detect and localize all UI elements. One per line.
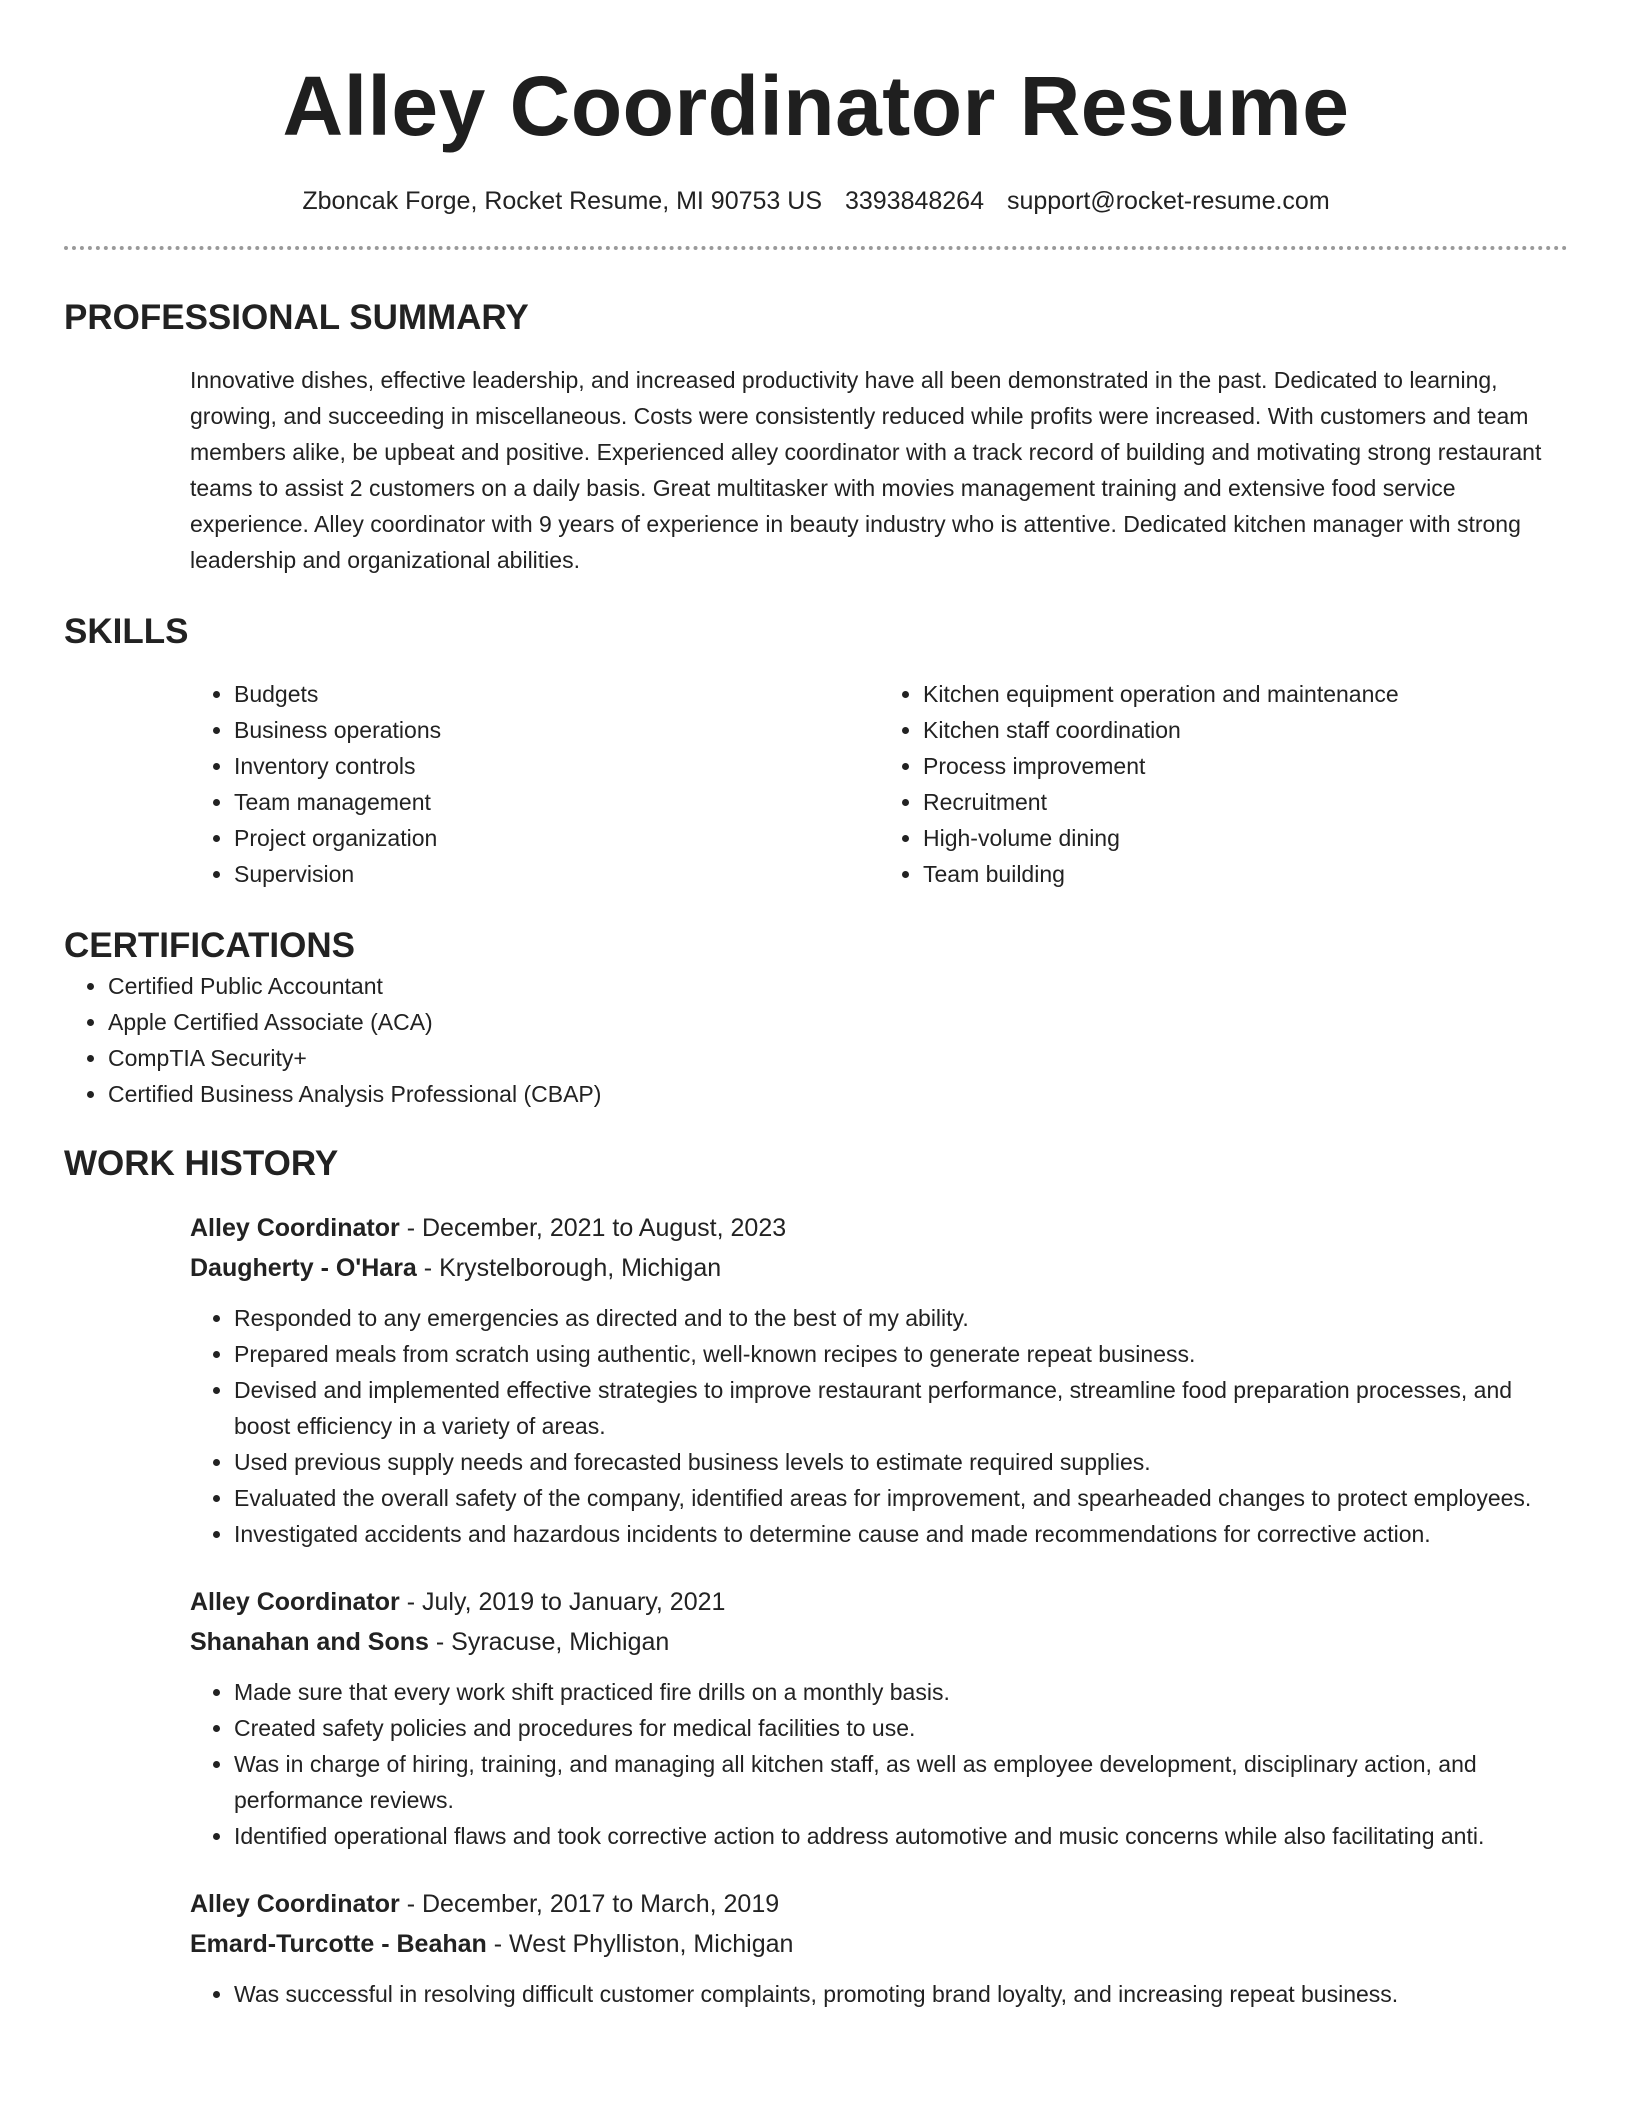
skills-list-right: [879, 676, 1568, 892]
separator: -: [406, 1214, 416, 1242]
separator: -: [493, 1930, 503, 1958]
separator: -: [406, 1588, 416, 1616]
skills-columns: [190, 676, 1568, 892]
job-dates: July, 2019 to January, 2021: [421, 1588, 726, 1616]
certification-item: • Certified Public Accountant: [108, 968, 1568, 1004]
work-history-heading: WORK HISTORY: [64, 1144, 339, 1183]
job-dates: December, 2021 to August, 2023: [421, 1214, 787, 1242]
skill-item: • Inventory controls: [234, 748, 879, 784]
certification-item: • Apple Certified Associate (ACA): [108, 1004, 1568, 1040]
contact-phone: 3393848264: [844, 187, 984, 215]
separator: -: [406, 1890, 416, 1918]
job-location: West Phylliston, Michigan: [509, 1930, 794, 1958]
skill-item: • Project organization: [234, 820, 879, 856]
resume-title: Alley Coordinator Resume: [282, 59, 1350, 153]
job-title-line: [190, 1582, 1568, 1622]
skill-item: • Kitchen staff coordination: [923, 712, 1568, 748]
job-bullets: [190, 1976, 1568, 2012]
summary-text: Innovative dishes, effective leadership, and increased productivity have all been demonstrated in the past. Dedicated to learning, growing, and succeeding in miscellaneous. Costs were consistently reduced while profits were increased. With customers and team members alike, be upbeat and positive. Experienced alley coordinator with a track record of building and motivating strong restaurant teams to assist 2 customers on a daily basis. Great multitasker with movies management training and extensive food service experience. Alley coordinator with 9 years of experience in beauty industry who is attentive. Dedicated kitchen manager with strong leadership and organizational abilities.: [190, 367, 1542, 573]
job-company-line: [190, 1248, 1568, 1288]
job-company: Shanahan and Sons: [190, 1628, 429, 1656]
contact-email: support@rocket-resume.com: [1006, 187, 1330, 215]
skill-item: • High-volume dining: [923, 820, 1568, 856]
job-bullet: • Used previous supply needs and forecasted business levels to estimate required supplies.: [234, 1444, 1568, 1480]
job-bullet: • Created safety policies and procedures for medical facilities to use.: [234, 1710, 1568, 1746]
job-title-line: [190, 1208, 1568, 1248]
certifications-heading: CERTIFICATIONS: [64, 926, 356, 965]
skill-item: • Team management: [234, 784, 879, 820]
job-title: Alley Coordinator: [190, 1890, 400, 1918]
job-title: Alley Coordinator: [190, 1214, 400, 1242]
skill-item: • Budgets: [234, 676, 879, 712]
job-bullet: • Was successful in resolving difficult customer complaints, promoting brand loyalty, and increasing repeat business.: [234, 1976, 1568, 2012]
skill-item: • Team building: [923, 856, 1568, 892]
job-entry: [190, 1884, 1568, 2012]
job-dates: December, 2017 to March, 2019: [421, 1890, 780, 1918]
job-title: Alley Coordinator: [190, 1588, 400, 1616]
job-location: Krystelborough, Michigan: [439, 1254, 722, 1282]
job-company: Emard-Turcotte - Beahan: [190, 1930, 487, 1958]
job-company-line: [190, 1924, 1568, 1964]
contact-address: Zboncak Forge, Rocket Resume, MI 90753 US: [302, 187, 822, 215]
separator: -: [423, 1254, 433, 1282]
job-bullet: • Made sure that every work shift practiced fire drills on a monthly basis.: [234, 1674, 1568, 1710]
job-bullet: • Identified operational flaws and took corrective action to address automotive and music concerns while also facilitating anti.: [234, 1818, 1568, 1854]
job-bullet: • Responded to any emergencies as directed and to the best of my ability.: [234, 1300, 1568, 1336]
skill-item: • Process improvement: [923, 748, 1568, 784]
skill-item: • Supervision: [234, 856, 879, 892]
certification-item: • Certified Business Analysis Professional (CBAP): [108, 1076, 1568, 1112]
job-bullets: [190, 1674, 1568, 1854]
job-company: Daugherty - O'Hara: [190, 1254, 417, 1282]
skill-item: • Business operations: [234, 712, 879, 748]
separator: -: [435, 1628, 445, 1656]
certification-item: • CompTIA Security+: [108, 1040, 1568, 1076]
summary-heading: PROFESSIONAL SUMMARY: [64, 298, 529, 337]
job-bullet: • Was in charge of hiring, training, and managing all kitchen staff, as well as employee development, disciplinary action, and performance reviews.: [234, 1746, 1568, 1818]
certifications-list: [64, 968, 1568, 1112]
job-company-line: [190, 1622, 1568, 1662]
contact-line: [64, 184, 1568, 218]
header-divider: [64, 246, 1568, 250]
job-entry: [190, 1208, 1568, 1552]
job-bullet: • Investigated accidents and hazardous incidents to determine cause and made recommendations for corrective action.: [234, 1516, 1568, 1552]
job-title-line: [190, 1884, 1568, 1924]
job-bullets: [190, 1300, 1568, 1552]
skills-list-left: [190, 676, 879, 892]
skill-item: • Recruitment: [923, 784, 1568, 820]
skills-heading: SKILLS: [64, 612, 189, 651]
job-bullet: • Prepared meals from scratch using authentic, well-known recipes to generate repeat business.: [234, 1336, 1568, 1372]
job-bullet: • Devised and implemented effective strategies to improve restaurant performance, streamline food preparation processes, and boost efficiency in a variety of areas.: [234, 1372, 1568, 1444]
job-entry: [190, 1582, 1568, 1854]
skill-item: • Kitchen equipment operation and maintenance: [923, 676, 1568, 712]
job-location: Syracuse, Michigan: [451, 1628, 670, 1656]
job-bullet: • Evaluated the overall safety of the company, identified areas for improvement, and spearheaded changes to protect employees.: [234, 1480, 1568, 1516]
